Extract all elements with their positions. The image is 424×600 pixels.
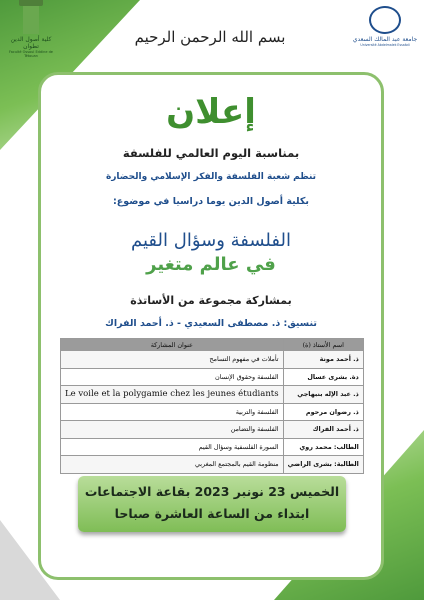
occasion-line: بمناسبة اليوم العالمي للفلسفة — [122, 146, 300, 160]
university-emblem-icon — [369, 6, 401, 34]
participant-name: دة. بشرى عسال — [283, 368, 363, 386]
topic-column-header: عنوان المشاركة — [61, 339, 284, 351]
table-row — [61, 438, 364, 456]
participant-name: ذ. أحمد مونة — [283, 351, 363, 369]
participation-title: الفلسفة وحقوق الإنسان — [61, 368, 284, 386]
name-column-header: اسم الأستاذ (ة) — [283, 339, 363, 351]
event-date-line: الخميس 23 نونبر 2023 بقاعة الاجتماعات — [84, 484, 340, 499]
participants-table — [60, 338, 364, 474]
participant-name: الطالب: محمد روي — [283, 438, 363, 456]
university-name-latin: Université Abdelmalek Essaâdi — [360, 43, 410, 47]
participation-title: تأملات في مفهوم التسامح — [61, 351, 284, 369]
participation-title — [61, 386, 284, 404]
faculty-name-latin: Faculté Ossoul Eddine de Tétouan — [9, 50, 53, 58]
table-row — [61, 386, 364, 404]
participation-title: السورة الفلسفية وسؤال القيم — [61, 438, 284, 456]
basmala: بسم الله الرحمن الرحيم — [134, 28, 286, 46]
table-row — [61, 456, 364, 474]
participation-title-text: Le voile et la polygamie chez les jeunes étudiants — [65, 389, 279, 400]
university-name: جامعة عبد المالك السعدي — [352, 36, 418, 43]
organizer-line: تنظم شعبة الفلسفة والفكر الإسلامي والحضارة — [105, 172, 317, 182]
tower-icon — [23, 4, 39, 34]
table-row — [61, 403, 364, 421]
table-row — [61, 421, 364, 439]
faculty-name: كلية أصول الدين تطوان — [10, 36, 52, 50]
table-header-row — [61, 339, 364, 351]
participation-title: الفلسفة والتضامن — [61, 421, 284, 439]
announcement-title: إعلان — [166, 92, 256, 132]
event-date-banner — [78, 476, 346, 532]
table-row — [61, 368, 364, 386]
table-row — [61, 351, 364, 369]
topic-line-1: الفلسفة وسؤال القيم — [131, 230, 291, 251]
topic-line-2: في عالم متغير — [146, 254, 276, 275]
host-line: بكلية أصول الدين يوما دراسيا في موضوع: — [113, 196, 309, 207]
participation-title: منظومة القيم بالمجتمع المغربي — [61, 456, 284, 474]
participation-line: بمشاركة مجموعة من الأساتذة — [130, 294, 292, 307]
participation-title: الفلسفة والتربية — [61, 403, 284, 421]
participant-name: ذ. عبد الإله بنبهاجي — [283, 386, 363, 404]
coordination-line: تنسيق: ذ. مصطفى السعيدي - ذ. أحمد الفراك — [105, 318, 317, 329]
university-logo — [350, 6, 420, 47]
participant-name: الطالبة: بشرى الراضي — [283, 456, 363, 474]
faculty-logo — [2, 4, 60, 64]
participant-name: ذ. أحمد الفراك — [283, 421, 363, 439]
event-time-line: ابتداء من الساعة العاشرة صباحا — [114, 506, 310, 521]
participant-name: ذ. رضوان مرحوم — [283, 403, 363, 421]
